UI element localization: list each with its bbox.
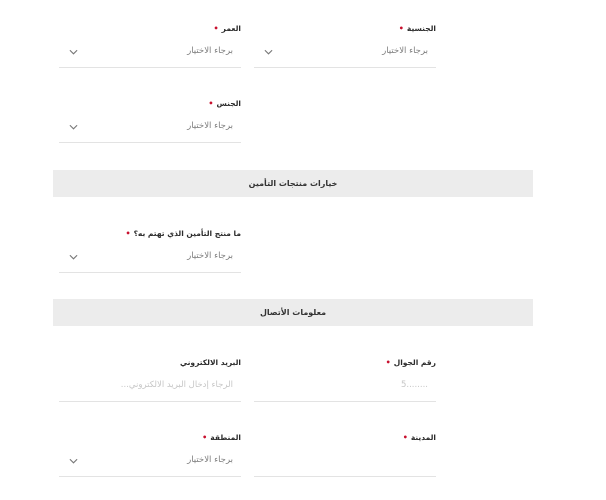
required-mark: • [202, 433, 208, 442]
age-label: العمر• [213, 24, 241, 33]
insurance-product-select[interactable] [59, 245, 241, 273]
age-select[interactable] [59, 40, 241, 68]
required-mark: • [402, 433, 408, 442]
age-select-value: برجاء الاختيار [187, 46, 233, 56]
insurance-options-section-header: خيارات منتجات التأمين [53, 170, 533, 197]
mobile-input-placeholder: ........5 [400, 380, 428, 390]
region-select[interactable] [59, 449, 241, 477]
contact-info-section-header: معلومات الأتصال [53, 299, 533, 326]
region-select-value: برجاء الاختيار [187, 455, 233, 465]
required-mark: • [208, 99, 214, 108]
region-label: المنطقة• [202, 433, 241, 442]
nationality-label: الجنسية• [398, 24, 436, 33]
email-input-placeholder: الرجاء إدخال البريد الالكتروني... [120, 380, 233, 390]
gender-select-value: برجاء الاختيار [187, 121, 233, 131]
required-mark: • [213, 24, 219, 33]
nationality-select-value: برجاء الاختيار [382, 46, 428, 56]
chevron-down-icon [69, 49, 78, 55]
email-label: البريد الالكتروني [180, 358, 241, 367]
email-input[interactable] [59, 374, 241, 402]
required-mark: • [385, 358, 391, 367]
chevron-down-icon [264, 49, 273, 55]
chevron-down-icon [69, 458, 78, 464]
city-select[interactable] [254, 449, 436, 477]
required-mark: • [125, 229, 131, 238]
insurance-product-label: ما منتج التأمين الذي تهتم به؟• [125, 229, 241, 238]
chevron-down-icon [69, 254, 78, 260]
required-mark: • [398, 24, 404, 33]
nationality-select[interactable] [254, 40, 436, 68]
mobile-label: رقم الجوال• [385, 358, 436, 367]
gender-select[interactable] [59, 115, 241, 143]
city-label: المدينة• [402, 433, 436, 442]
mobile-input[interactable] [254, 374, 436, 402]
insurance-product-select-value: برجاء الاختيار [187, 251, 233, 261]
gender-label: الجنس• [208, 99, 241, 108]
chevron-down-icon [69, 124, 78, 130]
